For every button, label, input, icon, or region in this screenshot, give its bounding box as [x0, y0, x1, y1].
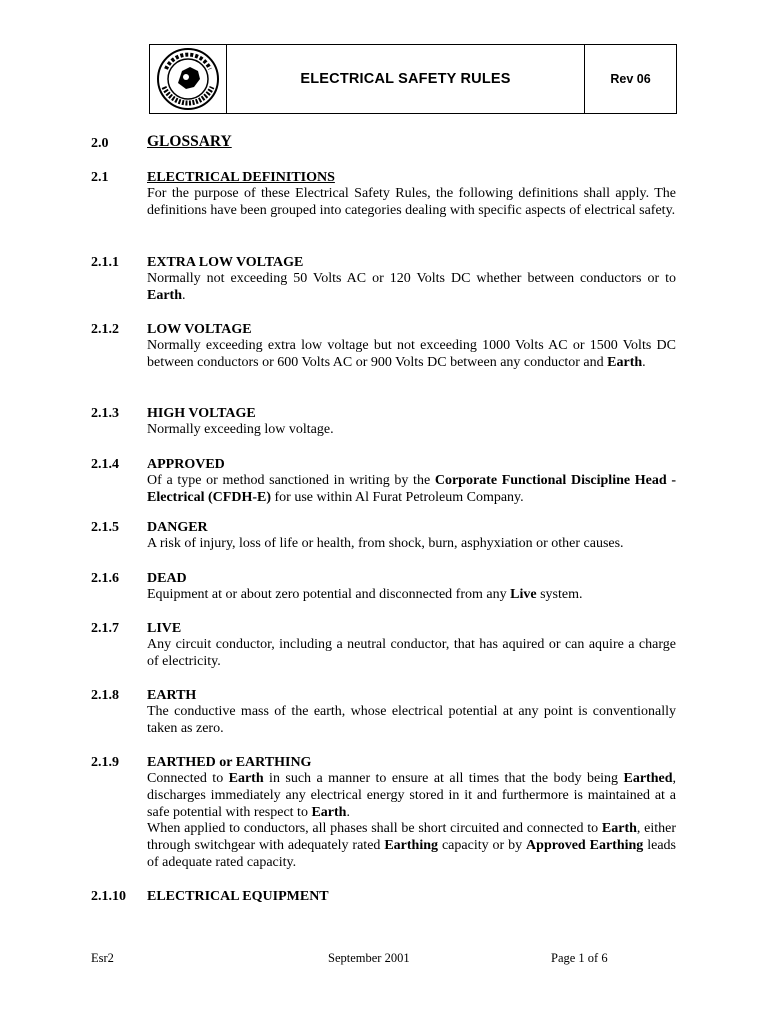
section-text: A risk of injury, loss of life or health, from shock, burn, asphyxiation or other causes. — [147, 536, 624, 551]
section-number: 2.1.10 — [91, 889, 126, 904]
section-title: APPROVED — [147, 457, 225, 472]
section-title: LOW VOLTAGE — [147, 322, 252, 337]
section-title: EXTRA LOW VOLTAGE — [147, 255, 304, 270]
section-title: DEAD — [147, 571, 187, 586]
section-number: 2.1.9 — [91, 755, 119, 770]
document-title: ELECTRICAL SAFETY RULES — [227, 45, 585, 113]
section-text: Connected to Earth in such a manner to ensure at all times that the body being Earthed, discharges immediately any electrical energy stored in it and furthermore is maintained at a safe potential with respect to Earth. When applied to conductors, all phases shall be short circuited and connected to Earth, either through switchgear with adequately rated Earthing capacity or by Approved Earthing leads of adequate rated capacity. — [147, 771, 677, 870]
section-number: 2.1.3 — [91, 406, 119, 421]
section-number: 2.0 — [91, 136, 109, 151]
section-text: Normally exceeding extra low voltage but not exceeding 1000 Volts AC or 1500 Volts DC between conductors or 600 Volts AC or 900 Volts DC between any conductor and Earth. — [147, 338, 676, 370]
section-title: HIGH VOLTAGE — [147, 406, 256, 421]
section-title: LIVE — [147, 621, 182, 636]
section-text: The conductive mass of the earth, whose electrical potential at any point is conventionally taken as zero. — [147, 704, 676, 736]
footer-date: September 2001 — [328, 951, 410, 965]
revision-label: Rev 06 — [610, 72, 651, 86]
document-header — [149, 44, 677, 114]
company-logo — [156, 47, 220, 111]
section-number: 2.1.8 — [91, 688, 119, 703]
section-title: EARTHED or EARTHING — [147, 755, 312, 770]
section-text: Any circuit conductor, including a neutral conductor, that has aquired or can aquire a charge of electricity. — [147, 637, 676, 669]
section-text: Normally exceeding low voltage. — [147, 422, 334, 437]
section-number: 2.1.2 — [91, 322, 119, 337]
section-text: Of a type or method sanctioned in writing by the Corporate Functional Discipline Head - Electrical (CFDH-E) for use within Al Furat Petroleum Company. — [147, 473, 676, 505]
section-number: 2.1 — [91, 170, 109, 185]
section-number: 2.1.5 — [91, 520, 119, 535]
section-number: 2.1.4 — [91, 457, 119, 472]
section-number: 2.1.6 — [91, 571, 119, 586]
section-title: EARTH — [147, 688, 197, 703]
section-title: ELECTRICAL EQUIPMENT — [147, 889, 329, 904]
section-number: 2.1.1 — [91, 255, 119, 270]
section-text: Equipment at or about zero potential and disconnected from any Live system. — [147, 587, 583, 602]
section-title: GLOSSARY — [147, 133, 232, 150]
section-text: Normally not exceeding 50 Volts AC or 120 Volts DC whether between conductors or to Earth. — [147, 271, 676, 303]
section-number: 2.1.7 — [91, 621, 119, 636]
section-title: ELECTRICAL DEFINITIONS — [147, 170, 335, 185]
footer-doc-code: Esr2 — [91, 951, 114, 965]
footer-page-number: Page 1 of 6 — [551, 951, 608, 965]
section-text: For the purpose of these Electrical Safety Rules, the following definitions shall apply. The definitions have been grouped into categories dealing with specific aspects of electrical safety. — [147, 186, 676, 218]
section-title: DANGER — [147, 520, 208, 535]
logo-cell — [150, 45, 227, 113]
